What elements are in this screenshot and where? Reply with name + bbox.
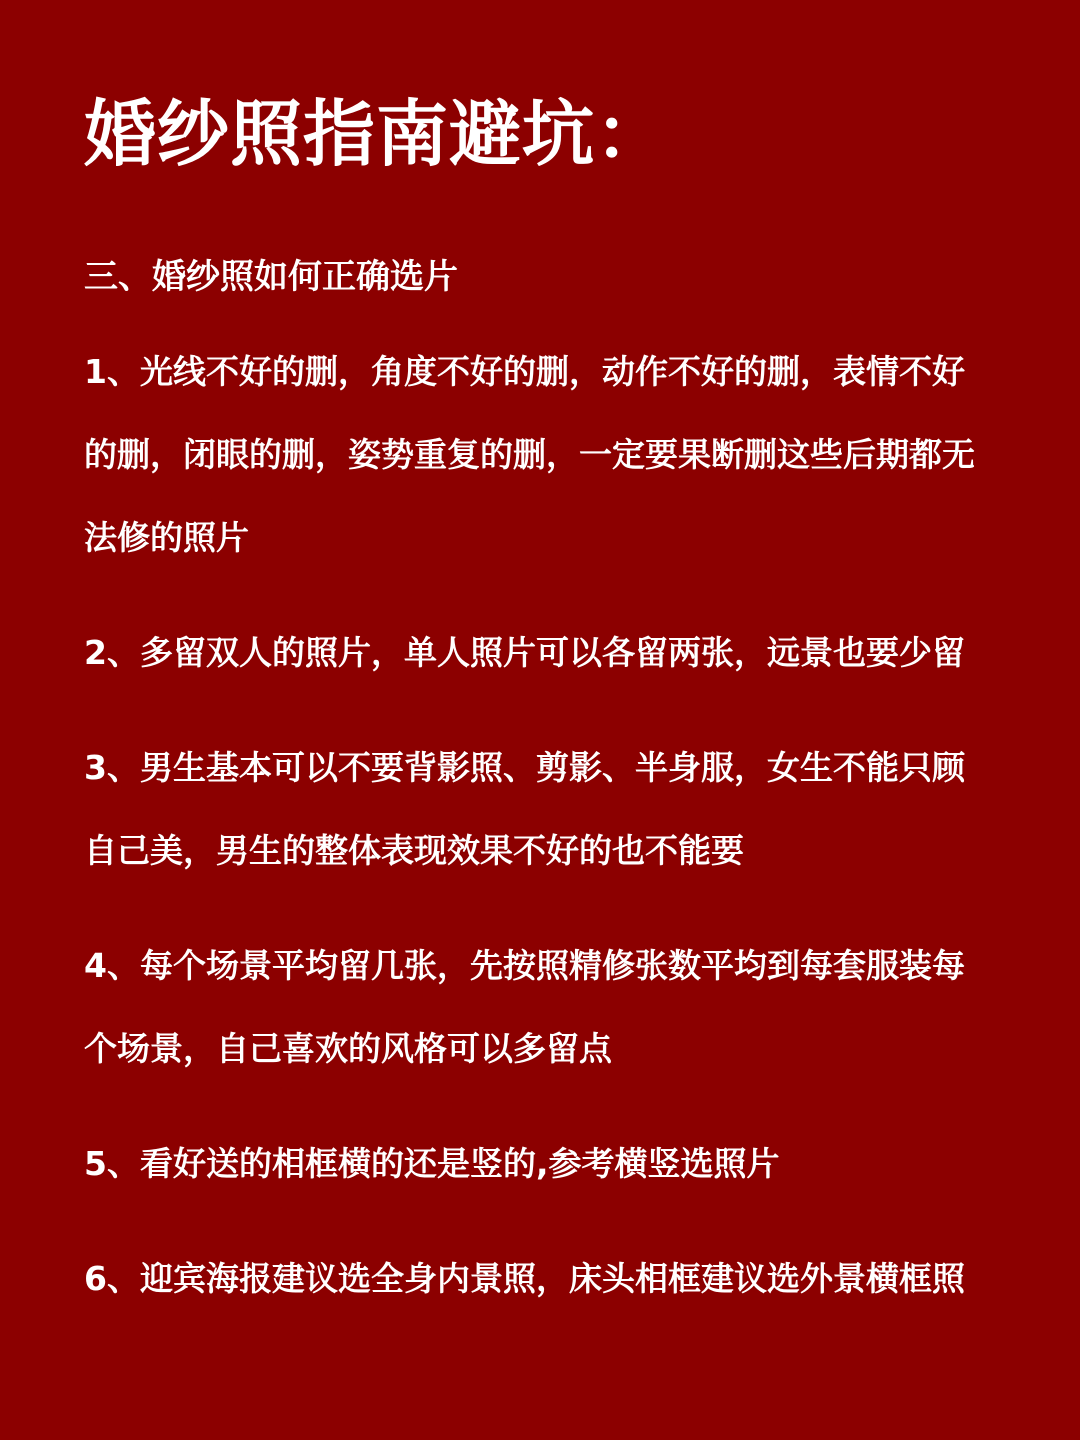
page-title: 婚纱照指南避坑： — [84, 92, 669, 176]
guide-content — [84, 256, 996, 1320]
guide-item-6: 6、迎宾海报建议选全身内景照，床头相框建议选外景横框照 — [84, 1259, 965, 1298]
guide-item-5: 5、看好送的相框横的还是竖的,参考横竖选照片 — [84, 1144, 780, 1183]
guide-item-1: 1、光线不好的删，角度不好的删，动作不好的删，表情不好的删，闭眼的删，姿势重复的删，一定要果断删这些后期都无法修的照片 — [84, 352, 975, 557]
guide-item-3: 3、男生基本可以不要背影照、剪影、半身服，女生不能只顾自己美，男生的整体表现效果不好的也不能要 — [84, 748, 965, 870]
guide-item-4: 4、每个场景平均留几张，先按照精修张数平均到每套服装每个场景，自己喜欢的风格可以多留点 — [84, 946, 965, 1068]
section-heading: 三、婚纱照如何正确选片 — [84, 257, 458, 297]
guide-item-2: 2、多留双人的照片，单人照片可以各留两张，远景也要少留 — [84, 633, 965, 672]
